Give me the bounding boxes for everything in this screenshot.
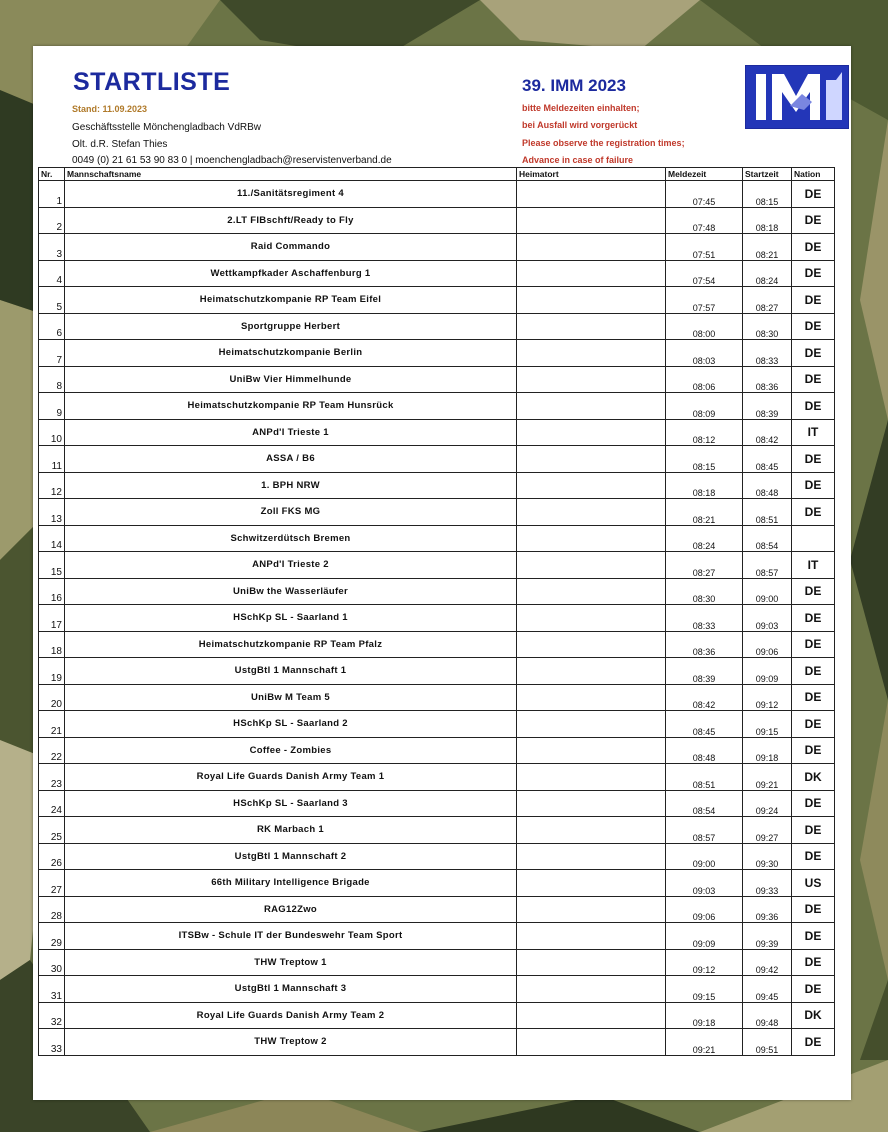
table-row — [39, 658, 835, 685]
start-time: 09:45 — [743, 976, 792, 1003]
registration-time: 08:21 — [666, 499, 743, 526]
registration-time: 09:12 — [666, 949, 743, 976]
team-nation: DE — [792, 843, 835, 870]
team-name: 2.LT FIBschft/Ready to Fly — [65, 207, 517, 234]
team-hometown — [517, 1002, 666, 1029]
registration-time: 09:00 — [666, 843, 743, 870]
team-hometown — [517, 578, 666, 605]
team-hometown — [517, 313, 666, 340]
team-nation: DE — [792, 1029, 835, 1056]
office-name: Geschäftsstelle Mönchengladbach VdRBw — [72, 122, 261, 133]
col-header-heimatort: Heimatort — [517, 168, 666, 181]
start-time: 09:18 — [743, 737, 792, 764]
registration-time: 08:15 — [666, 446, 743, 473]
team-nation: DK — [792, 1002, 835, 1029]
start-time: 09:12 — [743, 684, 792, 711]
registration-time: 07:51 — [666, 234, 743, 261]
row-number: 29 — [39, 923, 65, 950]
registration-time: 09:21 — [666, 1029, 743, 1056]
team-name: THW Treptow 2 — [65, 1029, 517, 1056]
start-time: 08:51 — [743, 499, 792, 526]
team-name: 11./Sanitätsregiment 4 — [65, 181, 517, 208]
start-time: 09:30 — [743, 843, 792, 870]
team-name: UstgBtl 1 Mannschaft 2 — [65, 843, 517, 870]
team-nation: DE — [792, 578, 835, 605]
row-number: 8 — [39, 366, 65, 393]
note-en-2: Advance in case of failure — [522, 155, 634, 165]
registration-time: 08:09 — [666, 393, 743, 420]
team-name: Heimatschutzkompanie RP Team Pfalz — [65, 631, 517, 658]
team-nation: DE — [792, 340, 835, 367]
start-time: 09:15 — [743, 711, 792, 738]
team-name: ASSA / B6 — [65, 446, 517, 473]
team-hometown — [517, 419, 666, 446]
start-time: 08:42 — [743, 419, 792, 446]
registration-time: 08:06 — [666, 366, 743, 393]
team-hometown — [517, 711, 666, 738]
row-number: 9 — [39, 393, 65, 420]
team-hometown — [517, 472, 666, 499]
team-hometown — [517, 1029, 666, 1056]
team-nation: DE — [792, 393, 835, 420]
table-row — [39, 790, 835, 817]
start-time: 08:39 — [743, 393, 792, 420]
row-number: 32 — [39, 1002, 65, 1029]
team-name: ITSBw - Schule IT der Bundeswehr Team Sport — [65, 923, 517, 950]
registration-time: 07:57 — [666, 287, 743, 314]
team-name: HSchKp SL - Saarland 3 — [65, 790, 517, 817]
team-name: ANPd'I Trieste 2 — [65, 552, 517, 579]
table-row — [39, 605, 835, 632]
registration-time: 07:45 — [666, 181, 743, 208]
table-row — [39, 764, 835, 791]
start-time: 08:24 — [743, 260, 792, 287]
registration-time: 09:03 — [666, 870, 743, 897]
team-nation: DE — [792, 896, 835, 923]
start-time: 08:27 — [743, 287, 792, 314]
row-number: 30 — [39, 949, 65, 976]
team-hometown — [517, 843, 666, 870]
registration-time: 08:39 — [666, 658, 743, 685]
team-hometown — [517, 552, 666, 579]
stand-date: Stand: 11.09.2023 — [72, 104, 148, 114]
team-hometown — [517, 260, 666, 287]
team-name: 66th Military Intelligence Brigade — [65, 870, 517, 897]
team-name: HSchKp SL - Saarland 2 — [65, 711, 517, 738]
start-time: 09:06 — [743, 631, 792, 658]
team-nation: DE — [792, 949, 835, 976]
team-hometown — [517, 870, 666, 897]
contact-person: Olt. d.R. Stefan Thies — [72, 139, 168, 150]
row-number: 19 — [39, 658, 65, 685]
team-name: UniBw Vier Himmelhunde — [65, 366, 517, 393]
registration-time: 08:45 — [666, 711, 743, 738]
start-time: 08:21 — [743, 234, 792, 261]
registration-time: 09:06 — [666, 896, 743, 923]
start-list-sheet — [33, 46, 851, 1100]
row-number: 24 — [39, 790, 65, 817]
table-row — [39, 896, 835, 923]
team-hometown — [517, 605, 666, 632]
row-number: 3 — [39, 234, 65, 261]
team-nation: DE — [792, 313, 835, 340]
team-name: Royal Life Guards Danish Army Team 2 — [65, 1002, 517, 1029]
row-number: 14 — [39, 525, 65, 552]
team-name: Coffee - Zombies — [65, 737, 517, 764]
start-time: 09:03 — [743, 605, 792, 632]
team-hometown — [517, 525, 666, 552]
row-number: 16 — [39, 578, 65, 605]
table-row — [39, 472, 835, 499]
row-number: 23 — [39, 764, 65, 791]
table-row — [39, 446, 835, 473]
team-name: Zoll FKS MG — [65, 499, 517, 526]
imm-logo — [745, 65, 849, 129]
table-row — [39, 287, 835, 314]
team-nation: DE — [792, 817, 835, 844]
start-time: 08:30 — [743, 313, 792, 340]
col-header-name: Mannschaftsname — [65, 168, 517, 181]
table-row — [39, 1002, 835, 1029]
team-nation: DE — [792, 684, 835, 711]
team-hometown — [517, 366, 666, 393]
row-number: 11 — [39, 446, 65, 473]
row-number: 4 — [39, 260, 65, 287]
team-hometown — [517, 817, 666, 844]
registration-time: 08:03 — [666, 340, 743, 367]
team-nation: DE — [792, 366, 835, 393]
team-nation: DE — [792, 181, 835, 208]
row-number: 7 — [39, 340, 65, 367]
row-number: 1 — [39, 181, 65, 208]
team-hometown — [517, 499, 666, 526]
team-hometown — [517, 764, 666, 791]
table-row — [39, 260, 835, 287]
registration-time: 08:18 — [666, 472, 743, 499]
team-nation: US — [792, 870, 835, 897]
team-nation: DE — [792, 631, 835, 658]
team-nation: DE — [792, 234, 835, 261]
team-hometown — [517, 393, 666, 420]
table-row — [39, 949, 835, 976]
table-row — [39, 684, 835, 711]
row-number: 17 — [39, 605, 65, 632]
table-row — [39, 578, 835, 605]
start-time: 08:33 — [743, 340, 792, 367]
row-number: 15 — [39, 552, 65, 579]
row-number: 33 — [39, 1029, 65, 1056]
team-nation: DE — [792, 260, 835, 287]
row-number: 5 — [39, 287, 65, 314]
start-time: 08:57 — [743, 552, 792, 579]
team-name: 1. BPH NRW — [65, 472, 517, 499]
table-row — [39, 976, 835, 1003]
team-nation: DE — [792, 499, 835, 526]
start-time: 09:33 — [743, 870, 792, 897]
team-nation: IT — [792, 419, 835, 446]
team-nation: DE — [792, 446, 835, 473]
table-row — [39, 340, 835, 367]
start-time: 08:36 — [743, 366, 792, 393]
start-time: 09:27 — [743, 817, 792, 844]
table-row — [39, 923, 835, 950]
start-time: 09:36 — [743, 896, 792, 923]
team-nation: IT — [792, 552, 835, 579]
start-time: 09:48 — [743, 1002, 792, 1029]
team-hometown — [517, 896, 666, 923]
team-name: UstgBtl 1 Mannschaft 3 — [65, 976, 517, 1003]
registration-time: 08:42 — [666, 684, 743, 711]
registration-time: 08:12 — [666, 419, 743, 446]
team-nation: DE — [792, 711, 835, 738]
team-name: Raid Commando — [65, 234, 517, 261]
table-row — [39, 393, 835, 420]
team-name: THW Treptow 1 — [65, 949, 517, 976]
team-nation: DE — [792, 605, 835, 632]
table-row — [39, 313, 835, 340]
team-hometown — [517, 949, 666, 976]
team-hometown — [517, 446, 666, 473]
table-row — [39, 817, 835, 844]
team-name: RAG12Zwo — [65, 896, 517, 923]
row-number: 27 — [39, 870, 65, 897]
registration-time: 09:09 — [666, 923, 743, 950]
table-row — [39, 552, 835, 579]
team-name: UstgBtl 1 Mannschaft 1 — [65, 658, 517, 685]
team-hometown — [517, 340, 666, 367]
team-nation — [792, 525, 835, 552]
start-time: 09:00 — [743, 578, 792, 605]
team-nation: DE — [792, 207, 835, 234]
team-hometown — [517, 790, 666, 817]
start-time: 09:39 — [743, 923, 792, 950]
team-name: Heimatschutzkompanie Berlin — [65, 340, 517, 367]
team-nation: DK — [792, 764, 835, 791]
table-row — [39, 711, 835, 738]
row-number: 25 — [39, 817, 65, 844]
start-list-table — [38, 167, 835, 1056]
note-en-1: Please observe the registration times; — [522, 138, 685, 148]
start-time: 09:09 — [743, 658, 792, 685]
table-row — [39, 631, 835, 658]
row-number: 22 — [39, 737, 65, 764]
note-de-2: bei Ausfall wird vorgerückt — [522, 120, 638, 130]
team-hometown — [517, 923, 666, 950]
table-row — [39, 737, 835, 764]
col-header-nation: Nation — [792, 168, 835, 181]
start-time: 08:45 — [743, 446, 792, 473]
registration-time: 08:00 — [666, 313, 743, 340]
row-number: 13 — [39, 499, 65, 526]
team-hometown — [517, 234, 666, 261]
registration-time: 09:18 — [666, 1002, 743, 1029]
team-name: Sportgruppe Herbert — [65, 313, 517, 340]
table-row — [39, 234, 835, 261]
start-time: 08:48 — [743, 472, 792, 499]
registration-time: 08:36 — [666, 631, 743, 658]
team-name: Wettkampfkader Aschaffenburg 1 — [65, 260, 517, 287]
team-hometown — [517, 684, 666, 711]
row-number: 28 — [39, 896, 65, 923]
table-row — [39, 499, 835, 526]
registration-time: 08:51 — [666, 764, 743, 791]
row-number: 10 — [39, 419, 65, 446]
table-row — [39, 525, 835, 552]
row-number: 31 — [39, 976, 65, 1003]
team-name: UniBw the Wasserläufer — [65, 578, 517, 605]
registration-time: 08:33 — [666, 605, 743, 632]
registration-time: 08:27 — [666, 552, 743, 579]
team-name: ANPd'I Trieste 1 — [65, 419, 517, 446]
team-nation: DE — [792, 923, 835, 950]
team-hometown — [517, 181, 666, 208]
team-nation: DE — [792, 658, 835, 685]
row-number: 2 — [39, 207, 65, 234]
col-header-meldezeit: Meldezeit — [666, 168, 743, 181]
team-hometown — [517, 287, 666, 314]
start-time: 09:42 — [743, 949, 792, 976]
table-row — [39, 181, 835, 208]
registration-time: 08:24 — [666, 525, 743, 552]
table-row — [39, 1029, 835, 1056]
registration-time: 08:57 — [666, 817, 743, 844]
team-nation: DE — [792, 976, 835, 1003]
table-row — [39, 419, 835, 446]
row-number: 6 — [39, 313, 65, 340]
table-row — [39, 366, 835, 393]
row-number: 20 — [39, 684, 65, 711]
start-time: 08:15 — [743, 181, 792, 208]
table-header-row — [39, 168, 835, 181]
start-time: 09:21 — [743, 764, 792, 791]
team-name: HSchKp SL - Saarland 1 — [65, 605, 517, 632]
col-header-startzeit: Startzeit — [743, 168, 792, 181]
registration-time: 08:48 — [666, 737, 743, 764]
team-nation: DE — [792, 287, 835, 314]
event-title: 39. IMM 2023 — [522, 76, 626, 95]
team-name: Heimatschutzkompanie RP Team Eifel — [65, 287, 517, 314]
team-nation: DE — [792, 790, 835, 817]
start-time: 08:54 — [743, 525, 792, 552]
registration-time: 08:54 — [666, 790, 743, 817]
row-number: 26 — [39, 843, 65, 870]
contact-info: 0049 (0) 21 61 53 90 83 0 | moenchengladbach@reservistenverband.de — [72, 155, 392, 166]
team-nation: DE — [792, 472, 835, 499]
team-hometown — [517, 631, 666, 658]
row-number: 21 — [39, 711, 65, 738]
registration-time: 07:48 — [666, 207, 743, 234]
team-name: Heimatschutzkompanie RP Team Hunsrück — [65, 393, 517, 420]
registration-time: 08:30 — [666, 578, 743, 605]
row-number: 18 — [39, 631, 65, 658]
team-nation: DE — [792, 737, 835, 764]
start-time: 09:51 — [743, 1029, 792, 1056]
note-de-1: bitte Meldezeiten einhalten; — [522, 103, 640, 113]
team-hometown — [517, 658, 666, 685]
table-row — [39, 843, 835, 870]
col-header-nr: Nr. — [39, 168, 65, 181]
team-name: Royal Life Guards Danish Army Team 1 — [65, 764, 517, 791]
team-hometown — [517, 976, 666, 1003]
team-name: Schwitzerdütsch Bremen — [65, 525, 517, 552]
start-time: 09:24 — [743, 790, 792, 817]
table-row — [39, 207, 835, 234]
team-name: UniBw M Team 5 — [65, 684, 517, 711]
team-hometown — [517, 737, 666, 764]
table-row — [39, 870, 835, 897]
registration-time: 09:15 — [666, 976, 743, 1003]
page-title: STARTLISTE — [73, 68, 231, 96]
row-number: 12 — [39, 472, 65, 499]
start-time: 08:18 — [743, 207, 792, 234]
registration-time: 07:54 — [666, 260, 743, 287]
team-name: RK Marbach 1 — [65, 817, 517, 844]
team-hometown — [517, 207, 666, 234]
